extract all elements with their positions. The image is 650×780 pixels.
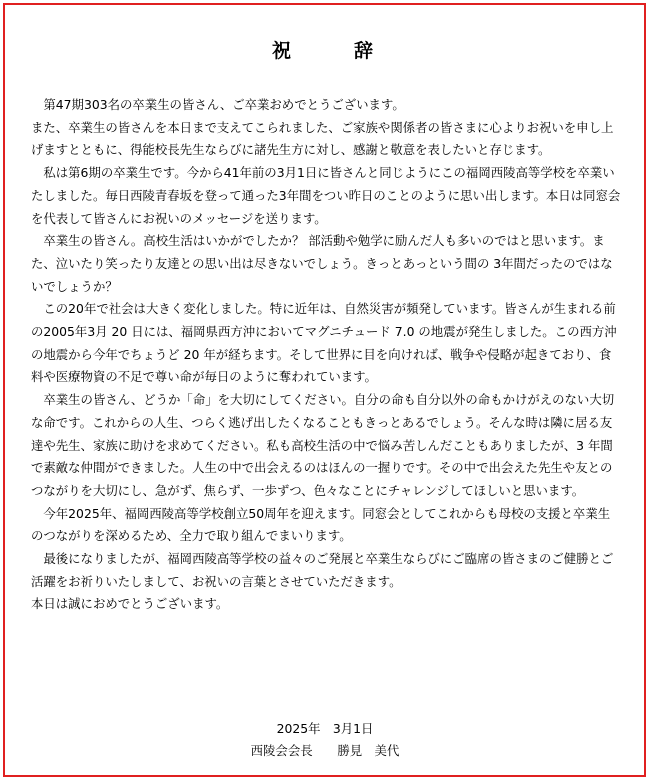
paragraph-greeting: 第47期303名の卒業生の皆さん、ご卒業おめでとうございます。 xyxy=(31,97,405,112)
paragraph-value-of-life: 卒業生の皆さん、どうか「命」を大切にしてください。自分の命も自分以外の命もかけがえのない大切な命です。これからの人生、つらく逃げ出したくなることもきっとあるでしょう。そんな時は隣に居る友達や先生、家族に助けを求めてください。私も高校生活の中で悩み苦しんだこともありましたが、3 年間で素敵な仲間ができました。人生の中で出会えるのはほんの一握りです。その中で出会えた先生や友とのつながりを大切にし、急がず、焦らず、一歩ずつ、色々なことにチャレンジしてほしいと思います。 xyxy=(31,392,615,498)
paragraph-closing: 最後になりましたが、福岡西陵高等学校の益々のご発展と卒業生ならびにご臨席の皆さまのご健勝とご活躍をお祈りいたしまして、お祝いの言葉とさせていただきます。 xyxy=(31,551,614,589)
signature-date: 2025年 3月1日 xyxy=(276,721,374,736)
paragraph-thanks-families: また、卒業生の皆さんを本日まで支えてこられました、ご家族や関係者の皆さまに心よりお祝いを申し上げますとともに、得能校長先生ならびに諸先生方に対し、感謝と敬意を表したいと存じます。 xyxy=(31,119,614,158)
document-title: 祝 辞 xyxy=(271,40,395,62)
paragraph-high-school-life: 卒業生の皆さん。高校生活はいかがでしたか？ 部活動や勉学に励んだ人も多いのではと思います。また、泣いたり笑ったり友達との思い出は尽きないでしょう。きっとあっという間の 3年間だったのではないでしょうか？ xyxy=(31,233,613,294)
paragraph-self-introduction: 私は第6期の卒業生です。今から41年前の3月1日に皆さんと同じようにこの福岡西陵高等学校を卒業いたしました。毎日西陵青春坂を登って通った3年間をつい昨日のことのように思い出します。本日は同窓会を代表して皆さんにお祝いのメッセージを送ります。 xyxy=(31,165,621,226)
signature-name: 西陵会会長 勝見 美代 xyxy=(250,743,400,758)
paragraph-anniversary: 今年2025年、福岡西陵高等学校創立50周年を迎えます。同窓会としてこれからも母校の支援と卒業生のつながりを深めるため、全力で取り組んでまいります。 xyxy=(31,505,611,544)
paragraph-society-change: この20年で社会は大きく変化しました。特に近年は、自然災害が頻発しています。皆さんが生まれる前の2005年3月 20 日には、福岡県西方沖においてマグニチュード 7.0 の地震が発生しました。この西方沖の地震から今年でちょうど 20 年が経ちます。そして世界に目を向ければ、戦争や侵略が起きており、食料や医療物資の不足で尊い命が毎日のように奪われています。 xyxy=(31,301,617,385)
document-body xyxy=(31,94,621,616)
paragraph-congratulations: 本日は誠におめでとうございます。 xyxy=(31,596,229,612)
